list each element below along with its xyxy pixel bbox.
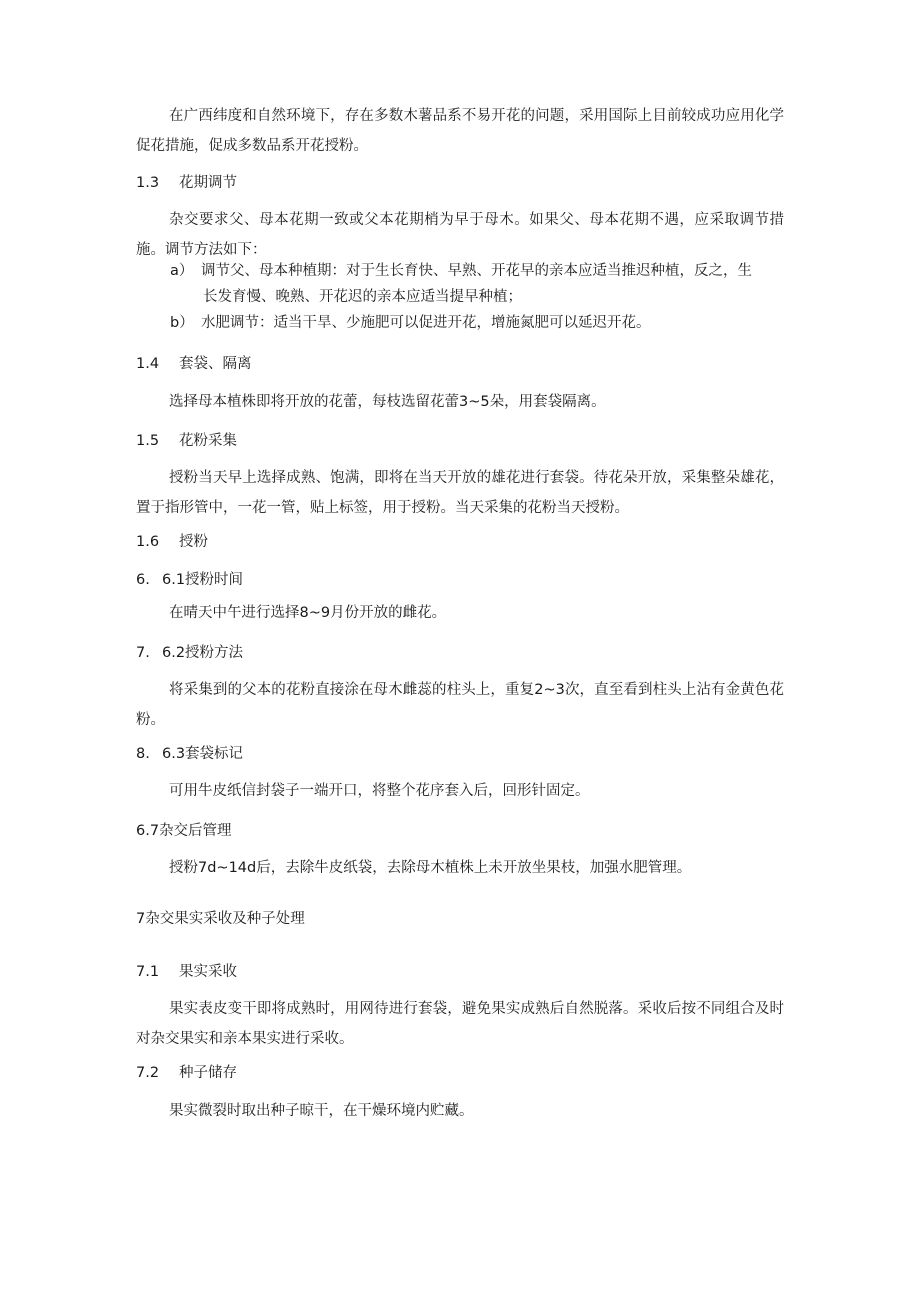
heading-title: 套袋、隔离 <box>179 356 252 372</box>
paragraph-1-5: 授粉当天早上选择成熟、饱满，即将在当天开放的雄花进行套袋。待花朵开放，采集整朵雄花，置于指形管中，一花一管，贴上标签，用于授粉。当天采集的花粉当天授粉。 <box>136 470 784 516</box>
heading-number: 8. <box>136 746 150 762</box>
heading-number: 7.1 <box>136 964 160 980</box>
paragraph-1-3: 杂交要求父、母本花期一致或父本花期梢为早于母木。如果父、母本花期不遇，应采取调节措施。调节方法如下： <box>136 212 784 258</box>
heading-1-3 <box>136 173 237 193</box>
list-text: 水肥调节：适当干旱、少施肥可以促进开花，增施氮肥可以延迟开花。 <box>201 315 651 331</box>
heading-6-1 <box>136 570 243 590</box>
heading-title: 花期调节 <box>179 175 237 191</box>
paragraph-1-4: 选择母本植株即将开放的花蕾，每枝选留花蕾3~5朵，用套袋隔离。 <box>169 394 606 410</box>
paragraph-7-2: 果实微裂时取出种子晾干，在干燥环境内贮藏。 <box>169 1103 474 1119</box>
heading-7-1 <box>136 962 237 982</box>
heading-7: 7杂交果实采收及种子处理 <box>136 911 305 927</box>
paragraph-6-7: 授粉7d~14d后，去除牛皮纸袋，去除母木植株上未开放坐果枝，加强水肥管理。 <box>169 860 692 876</box>
list-marker: a） <box>170 263 194 279</box>
heading-title: 种子储存 <box>179 1065 237 1081</box>
heading-number: 1.4 <box>136 356 160 372</box>
heading-number: 1.3 <box>136 175 160 191</box>
list-item-b <box>170 310 784 336</box>
heading-title: 果实采收 <box>179 964 237 980</box>
heading-1-5 <box>136 431 237 451</box>
heading-number: 7.2 <box>136 1065 160 1081</box>
list-text-line2: 长发育慢、晚熟、开花迟的亲本应适当提早种植； <box>203 289 522 305</box>
heading-6-2 <box>136 643 243 663</box>
paragraph-6-2: 将采集到的父本的花粉直接涂在母木雌蕊的柱头上，重复2~3次，直至看到柱头上沾有金黄色花粉。 <box>136 682 784 728</box>
paragraph-7-1: 果实表皮变干即将成熟时，用网待进行套袋，避免果实成熟后自然脱落。采收后按不同组合及时对杂交果实和亲本果实进行采收。 <box>136 1001 784 1047</box>
paragraph-6-1: 在晴天中午进行选择8~9月份开放的雌花。 <box>169 605 447 621</box>
list-marker: b） <box>170 315 194 331</box>
heading-number: 1.5 <box>136 433 160 449</box>
heading-title: 花粉采集 <box>179 433 237 449</box>
paragraph-intro: 在广西纬度和自然环境下，存在多数木薯品系不易开花的问题，采用国际上目前较成功应用化学促花措施，促成多数品系开花授粉。 <box>136 108 784 154</box>
heading-1-4 <box>136 354 252 374</box>
heading-6-3 <box>136 744 243 764</box>
heading-1-6 <box>136 532 208 552</box>
heading-7-2 <box>136 1063 237 1083</box>
list-item-a <box>170 258 784 310</box>
heading-title: 6.1授粉时间 <box>162 572 244 588</box>
heading-number: 6. <box>136 572 150 588</box>
heading-title: 授粉 <box>179 534 208 550</box>
paragraph-6-3: 可用牛皮纸信封袋子一端开口，将整个花序套入后，回形针固定。 <box>169 783 590 799</box>
heading-number: 7. <box>136 645 150 661</box>
list-text-line1: 调节父、母本种植期：对于生长育快、早熟、开花早的亲本应适当推迟种植，反之，生 <box>201 263 752 279</box>
heading-title: 6.2授粉方法 <box>162 645 244 661</box>
heading-number: 1.6 <box>136 534 160 550</box>
heading-6-7: 6.7杂交后管理 <box>136 823 232 839</box>
heading-title: 6.3套袋标记 <box>162 746 244 762</box>
